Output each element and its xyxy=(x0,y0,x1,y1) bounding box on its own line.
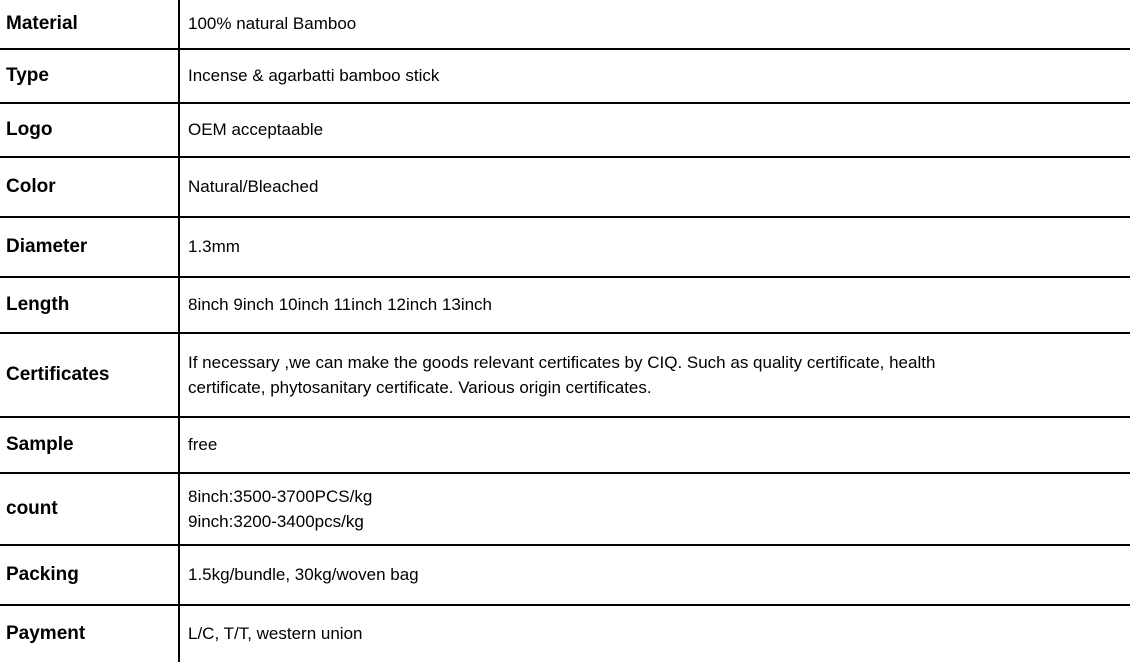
spec-value-line: OEM acceptaable xyxy=(188,119,324,139)
spec-label-diameter: Diameter xyxy=(0,217,179,277)
table-row xyxy=(0,417,1130,473)
spec-value-line: 9inch:3200-3400pcs/kg xyxy=(188,512,364,531)
spec-value-line: Natural/Bleached xyxy=(188,176,319,196)
spec-value-diameter xyxy=(179,217,1130,277)
spec-value-color xyxy=(179,157,1130,217)
table-row xyxy=(0,333,1130,417)
table-row xyxy=(0,49,1130,103)
spec-value-line: 100% natural Bamboo xyxy=(188,13,357,33)
spec-value-line: certificate, phytosanitary certificate. Various origin certificates. xyxy=(188,378,652,397)
spec-value-line: 1.3mm xyxy=(188,236,240,256)
table-row xyxy=(0,0,1130,49)
spec-value-line: 8inch 9inch 10inch 11inch 12inch 13inch xyxy=(188,294,493,314)
table-row xyxy=(0,103,1130,157)
spec-value-line: Incense & agarbatti bamboo stick xyxy=(188,65,440,85)
table-row xyxy=(0,605,1130,662)
spec-value-payment xyxy=(179,605,1130,662)
spec-value-certificates xyxy=(179,333,1130,417)
spec-label-payment: Payment xyxy=(0,605,179,662)
table-row xyxy=(0,473,1130,545)
spec-label-sample: Sample xyxy=(0,417,179,473)
spec-label-packing: Packing xyxy=(0,545,179,605)
spec-label-count: count xyxy=(0,473,179,545)
spec-value-type xyxy=(179,49,1130,103)
spec-value-packing xyxy=(179,545,1130,605)
spec-label-certificates: Certificates xyxy=(0,333,179,417)
spec-value-count xyxy=(179,473,1130,545)
spec-value-line: 8inch:3500-3700PCS/kg xyxy=(188,486,373,506)
spec-value-length xyxy=(179,277,1130,333)
spec-value-line: 1.5kg/bundle, 30kg/woven bag xyxy=(188,564,419,584)
table-row xyxy=(0,545,1130,605)
spec-label-type: Type xyxy=(0,49,179,103)
spec-value-logo xyxy=(179,103,1130,157)
spec-value-sample xyxy=(179,417,1130,473)
spec-value-material xyxy=(179,0,1130,49)
table-row xyxy=(0,277,1130,333)
spec-label-material: Material xyxy=(0,0,179,49)
spec-label-length: Length xyxy=(0,277,179,333)
table-row xyxy=(0,217,1130,277)
spec-value-line: If necessary ,we can make the goods relevant certificates by CIQ. Such as quality certificate, health xyxy=(188,352,936,372)
spec-value-line: L/C, T/T, western union xyxy=(188,623,363,643)
spec-value-line: free xyxy=(188,434,218,454)
table-row xyxy=(0,157,1130,217)
spec-label-color: Color xyxy=(0,157,179,217)
spec-label-logo: Logo xyxy=(0,103,179,157)
